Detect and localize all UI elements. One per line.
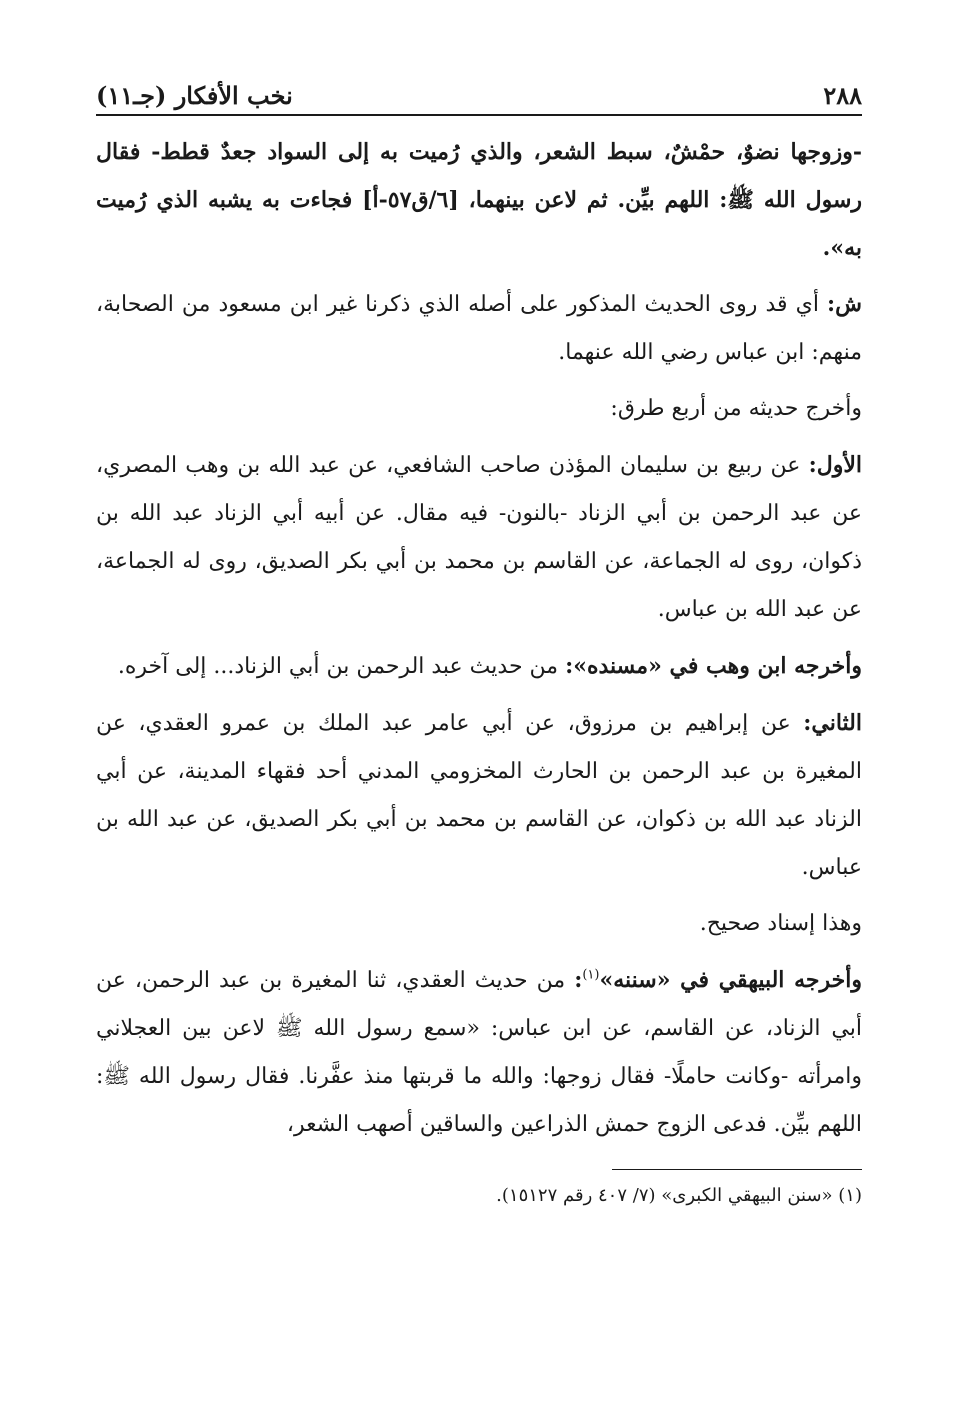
main-text xyxy=(96,128,862,1149)
paragraph-bayhaqi xyxy=(96,956,862,1149)
footnote-ref[interactable]: (١) xyxy=(582,967,600,983)
page-number: ٢٨٨ xyxy=(823,81,862,110)
header-rule xyxy=(96,114,862,116)
running-title: نخب الأفكار (جـ١١) xyxy=(96,81,293,110)
bayhaqi-colon: : xyxy=(574,967,583,993)
footnote-rule xyxy=(612,1169,862,1170)
page-header xyxy=(96,62,862,110)
paragraph-ibn-wahb xyxy=(96,642,862,691)
ibn-wahb-text: من حديث عبد الرحمن بن أبي الزناد... إلى آخره. xyxy=(117,654,566,679)
paragraph-ways-intro: وأخرج حديثه من أربع طرق: xyxy=(610,396,862,421)
paragraph-hadith-end: -وزوجها نضوٌ، حمْشٌ، سبط الشعر، والذي رُميت به إلى السواد جعدٌ قطط- فقال رسول الله ﷺ: اللهم بيِّن. ثم لاعن بينهما، [٦/ق٥٧-أ] فجاءت به يشبه الذي رُميت به». xyxy=(96,139,862,261)
commentary-marker: ش: xyxy=(827,291,862,317)
second-way-label: الثاني: xyxy=(803,710,862,736)
paragraph-first-way xyxy=(96,441,862,634)
paragraph-commentary xyxy=(96,280,862,377)
bayhaqi-text: من حديث العقدي، ثنا المغيرة بن عبد الرحمن، عن أبي الزناد، عن القاسم، عن ابن عباس: «سمع رسول الله ﷺ لاعن بين العجلاني وامرأته -وكانت حاملًا- فقال زوجها: والله ما قربتها منذ عفَّرنا. فقال رسول الله ﷺ: اللهم بيِّن. فدعى الزوج حمش الذراعين والساقين أصهب الشعر، xyxy=(96,968,862,1137)
first-way-text: عن ربيع بن سليمان المؤذن صاحب الشافعي، عن عبد الله بن وهب المصري، عن عبد الرحمن بن أبي الزناد -بالنون- فيه مقال. عن أبيه أبي الزناد عبد الله بن ذكوان، روى له الجماعة، عن القاسم بن محمد بن أبي بكر الصديق، روى له الجماعة، عن عبد الله بن عباس. xyxy=(96,453,862,622)
second-way-text: عن إبراهيم بن مرزوق، عن أبي عامر عبد الملك بن عمرو العقدي، عن المغيرة بن عبد الرحمن بن الحارث المخزومي المدني أحد فقهاء المدينة، عن أبي الزناد عبد الله بن ذكوان، عن القاسم بن محمد بن أبي بكر الصديق، عن عبد الله بن عباس. xyxy=(96,711,862,880)
footnote: (١) «سنن البيهقي الكبرى» (٧/ ٤٠٧ رقم ١٥١٢٧). xyxy=(496,1185,862,1206)
commentary-text: أي قد روى الحديث المذكور على أصله الذي ذكرنا غير ابن مسعود من الصحابة، منهم: ابن عباس رضي الله عنهما. xyxy=(96,292,862,365)
paragraph-second-way xyxy=(96,699,862,892)
first-way-label: الأول: xyxy=(808,452,862,478)
document-page xyxy=(96,62,862,1362)
paragraph-isnad-grade: وهذا إسناد صحيح. xyxy=(699,911,862,936)
bayhaqi-label: وأخرجه البيهقي في «سننه» xyxy=(599,967,862,993)
ibn-wahb-label: وأخرجه ابن وهب في «مسنده»: xyxy=(565,653,862,679)
